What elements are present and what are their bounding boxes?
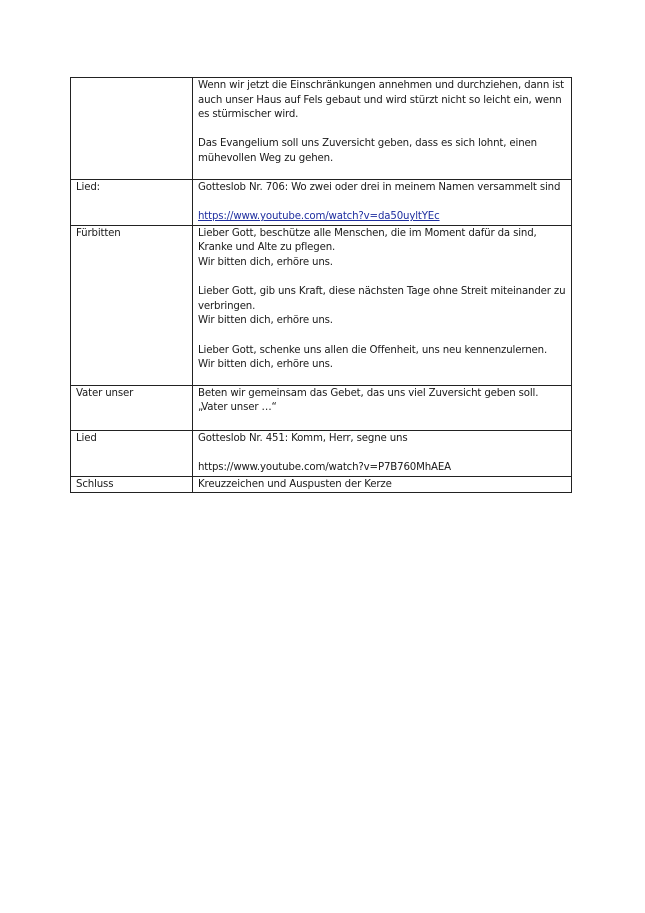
petition-3-response: Wir bitten dich, erhöre uns. [198, 359, 333, 371]
prayer-intro: Beten wir gemeinsam das Gebet, das uns viel Zuversicht geben soll. [198, 387, 539, 399]
table-row-lied-706 [71, 180, 572, 226]
petition-1-line-1: Lieber Gott, beschütze alle Menschen, die im Moment dafür da sind, [198, 227, 537, 239]
row-label: Schluss [71, 476, 193, 493]
liturgy-table [70, 77, 572, 493]
reflection-paragraph-2: Das Evangelium soll uns Zuversicht geben, dass es sich lohnt, einen mühevollen Weg zu gehen. [198, 138, 537, 164]
row-content [193, 180, 572, 226]
row-label: Fürbitten [71, 225, 193, 385]
petition-1-line-2: Kranke und Alte zu pflegen. [198, 242, 336, 254]
song-title: Gotteslob Nr. 706: Wo zwei oder drei in meinem Namen versammelt sind [198, 182, 561, 193]
row-content [193, 385, 572, 430]
petition-3-line-1: Lieber Gott, schenke uns allen die Offenheit, uns neu kennenzulernen. [198, 344, 548, 356]
youtube-link[interactable]: https://www.youtube.com/watch?v=da50uyltYEc [198, 211, 440, 223]
prayer-quote: „Vater unser …“ [198, 402, 277, 414]
petition-1-response: Wir bitten dich, erhöre uns. [198, 256, 333, 268]
reflection-paragraph-1: Wenn wir jetzt die Einschränkungen annehmen und durchziehen, dann ist auch unser Haus auf Fels gebaut und wird stürzt nicht so leicht ein, wenn es stürmischer wird. [198, 80, 564, 121]
petition-2-line-2: verbringen. [198, 300, 256, 312]
table-row-schluss [71, 476, 572, 493]
row-content [193, 78, 572, 180]
row-content [193, 476, 572, 493]
youtube-url-text: https://www.youtube.com/watch?v=P7B760MhAEA [198, 461, 451, 473]
row-label: Lied [71, 430, 193, 476]
table-row-fuerbitten [71, 225, 572, 385]
row-content [193, 430, 572, 476]
row-label: Vater unser [71, 385, 193, 430]
row-label: Lied: [71, 180, 193, 226]
petition-2-response: Wir bitten dich, erhöre uns. [198, 315, 333, 327]
petition-2-line-1: Lieber Gott, gib uns Kraft, diese nächsten Tage ohne Streit miteinander zu [198, 286, 566, 298]
table-row-evangelium-reflection [71, 78, 572, 180]
row-content [193, 225, 572, 385]
song-title: Gotteslob Nr. 451: Komm, Herr, segne uns [198, 432, 408, 444]
table-row-vater-unser [71, 385, 572, 430]
closing-text: Kreuzzeichen und Auspusten der Kerze [198, 478, 392, 490]
row-label [71, 78, 193, 180]
table-row-lied-451 [71, 430, 572, 476]
